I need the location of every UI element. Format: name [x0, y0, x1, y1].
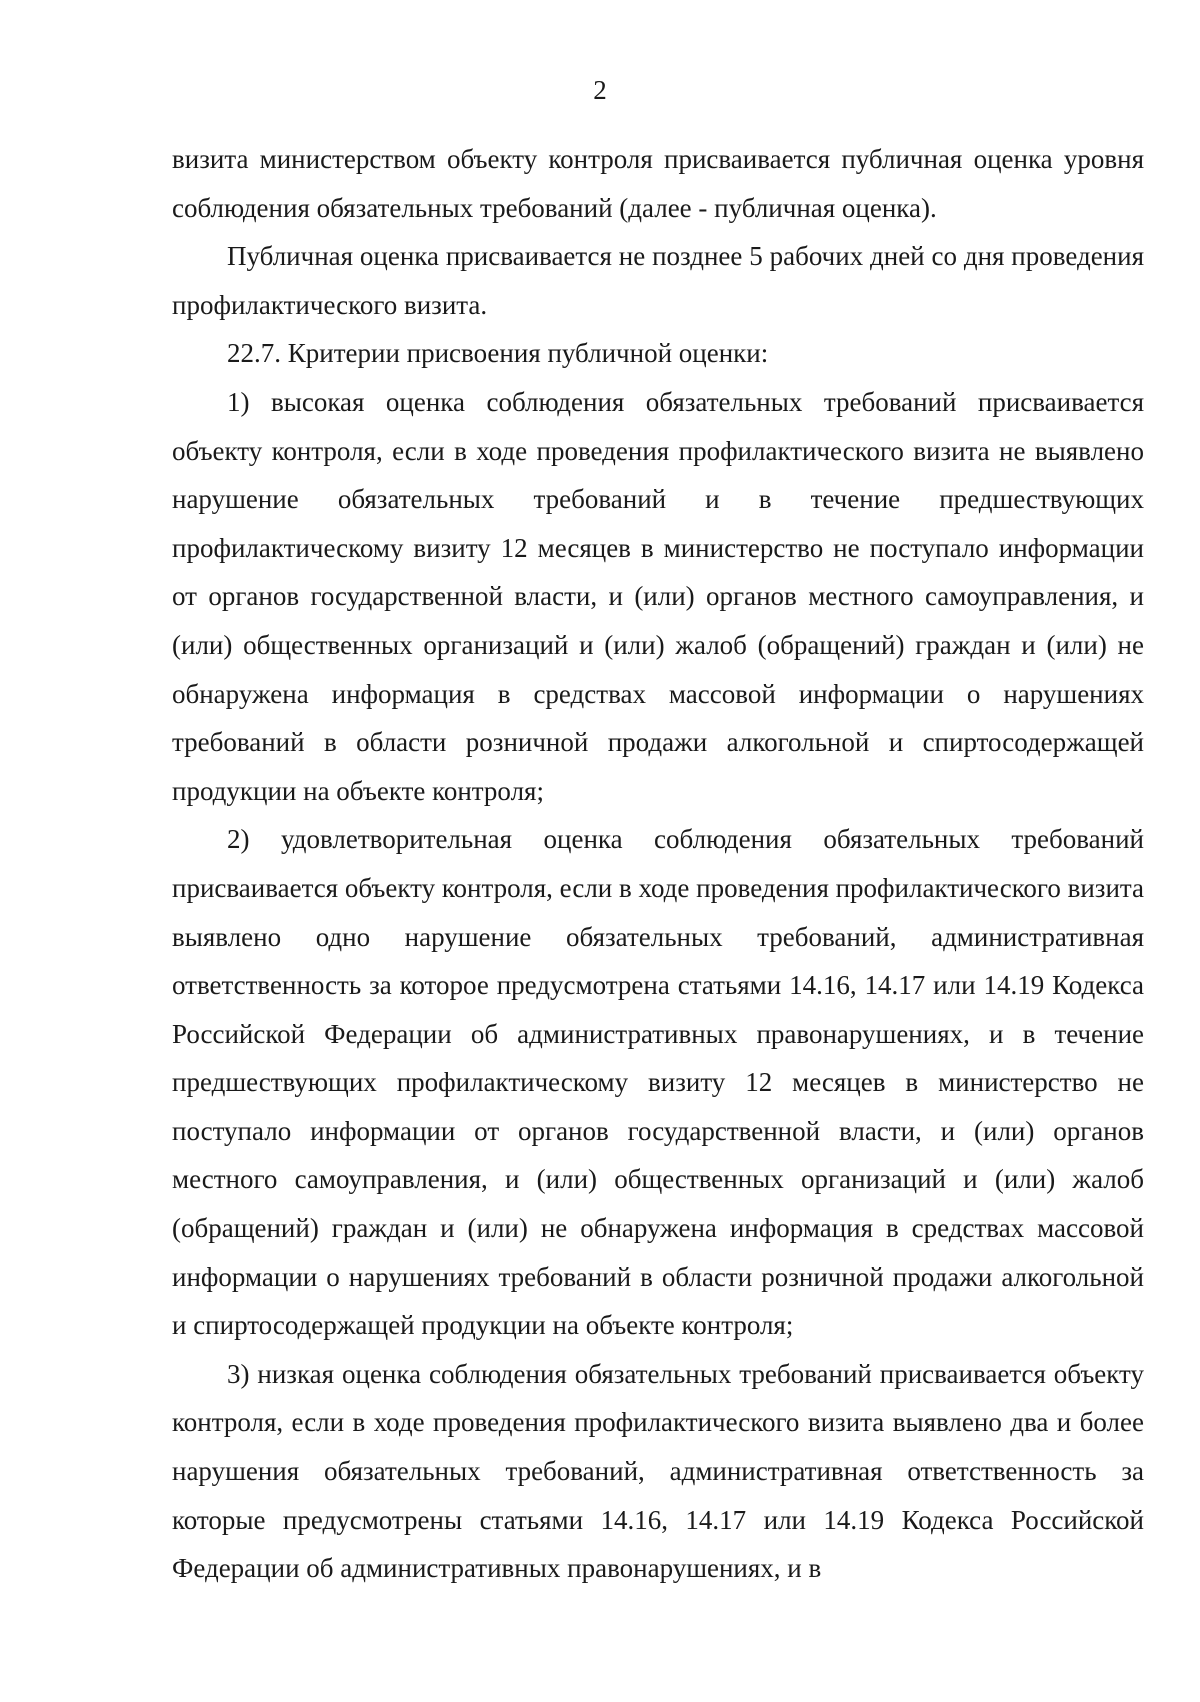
- paragraph-satisfactory-rating: 2) удовлетворительная оценка соблюдения обязательных требований присваивается объекту контроля, если в ходе проведения профилактического визита выявлено одно нарушение обязательных требований, административная ответственность за которое предусмотрена статьями 14.16, 14.17 или 14.19 Кодекса Российской Федерации об административных правонарушениях, и в течение предшествующих профилактическому визиту 12 месяцев в министерство не поступало информации от органов государственной власти, и (или) органов местного самоуправления, и (или) общественных организаций и (или) жалоб (обращений) граждан и (или) не обнаружена информация в средствах массовой информации о нарушениях требований в области розничной продажи алкогольной и спиртосодержащей продукции на объекте контроля;: [172, 824, 1145, 1341]
- paragraph-continuation: визита министерством объекту контроля присваивается публичная оценка уровня соблюдения обязательных требований (далее - публичная оценка).: [172, 144, 1144, 223]
- document-body: [172, 135, 1144, 1593]
- paragraph-low-rating: 3) низкая оценка соблюдения обязательных требований присваивается объекту контроля, если в ходе проведения профилактического визита выявлено два и более нарушения обязательных требований, административная ответственность за которые предусмотрены статьями 14.16, 14.17 или 14.19 Кодекса Российской Федерации об административных правонарушениях, и в: [172, 1358, 1144, 1584]
- paragraph-criteria-heading: 22.7. Критерии присвоения публичной оценки:: [227, 338, 769, 369]
- page-number: 2: [593, 75, 607, 105]
- paragraph-high-rating: 1) высокая оценка соблюдения обязательных требований присваивается объекту контроля, если в ходе проведения профилактического визита не выявлено нарушение обязательных требований и в течение предшествующих профилактическому визиту 12 месяцев в министерство не поступало информации от органов государственной власти, и (или) органов местного самоуправления, и (или) общественных организаций и (или) жалоб (обращений) граждан и (или) не обнаружена информация в средствах массовой информации о нарушениях требований в области розничной продажи алкогольной и спиртосодержащей продукции на объекте контроля;: [172, 386, 1144, 806]
- paragraph-deadline: Публичная оценка присваивается не позднее 5 рабочих дней со дня проведения профилактического визита.: [172, 241, 1144, 320]
